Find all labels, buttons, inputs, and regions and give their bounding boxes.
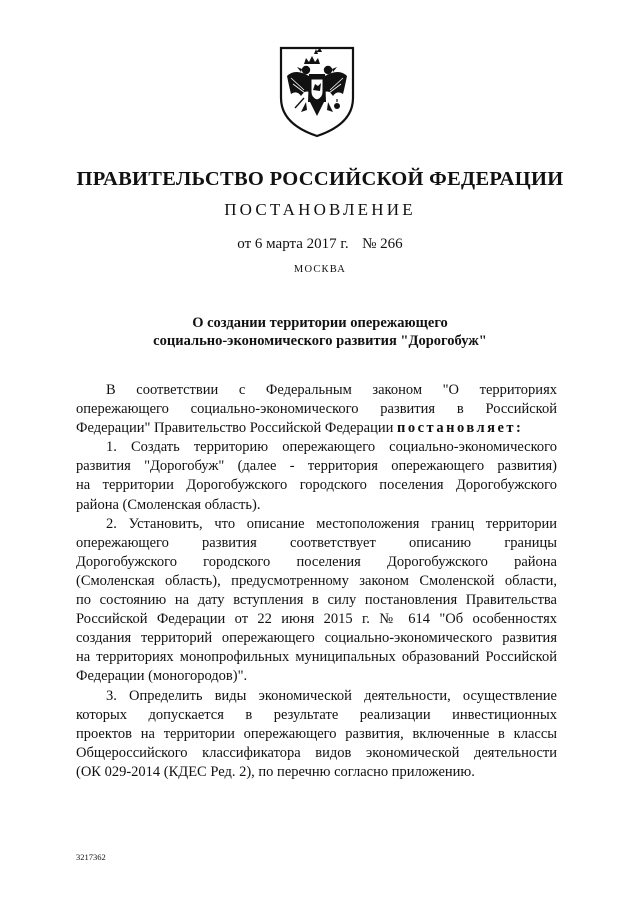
item2-line: на территориях монопрофильных муниципальных образований Российской	[76, 649, 557, 666]
item3-line: Общероссийского классификатора видов экономической деятельности	[76, 744, 557, 761]
item1-line: 1. Создать территорию опережающего социально-экономического	[106, 439, 557, 456]
item1-line: на территории Дорогобужского городского поселения Дорогобужского	[76, 477, 557, 494]
item2-line: создания территорий опережающего социально-экономического развития	[76, 630, 557, 647]
city-label: МОСКВА	[293, 264, 347, 275]
decree-date: от 6 марта 2017 г.	[237, 236, 349, 252]
document-code: 3217362	[76, 852, 106, 862]
item3-line: (ОК 029-2014 (КДЕС Ред. 2), по перечню согласно приложению.	[76, 763, 475, 780]
item2-line: 2. Установить, что описание местоположения границ территории	[106, 515, 557, 532]
item2-line: (Смоленская область), предусмотренному законом Смоленской области,	[76, 572, 557, 589]
document-type: ПОСТАНОВЛЕНИЕ	[224, 200, 416, 219]
item2-line: Российской Федерации от 22 июня 2015 г. № 614 "Об особенностях	[76, 611, 557, 628]
item3-line: которых допускается в результате реализации инвестиционных	[76, 706, 557, 723]
item2-line: по состоянию на дату вступления в силу постановления Правительства	[76, 592, 557, 609]
item2-line: опережающего развития соответствует описанию границы	[76, 534, 557, 551]
preamble-line: опережающего социально-экономического развития в Российской	[76, 401, 557, 418]
preamble-text: Федерации" Правительство Российской Федерации	[76, 420, 397, 437]
item1-line: развития "Дорогобуж" (далее - территория опережающего развития)	[76, 458, 557, 475]
decree-date-number	[0, 236, 640, 253]
item3-line: 3. Определить виды экономической деятельности, осуществление	[106, 687, 557, 704]
item1-line: района (Смоленская область).	[76, 496, 261, 513]
item3-line: проектов на территории опережающего развития, включенные в классы	[76, 725, 557, 742]
heading-line: социально-экономического развития "Дорогобуж"	[153, 333, 487, 349]
document-heading	[0, 314, 640, 350]
government-title: ПРАВИТЕЛЬСТВО РОССИЙСКОЙ ФЕДЕРАЦИИ	[76, 168, 564, 190]
preamble-line	[76, 419, 557, 438]
preamble-line: В соответствии с Федеральным законом "О территориях	[106, 382, 557, 398]
item2-line: Дорогобужского городского поселения Дорогобужского района	[76, 553, 557, 570]
coat-of-arms-icon	[277, 46, 357, 138]
decrees-word: постановляет:	[397, 420, 524, 437]
item2-line: Федерации (моногородов)".	[76, 668, 248, 685]
heading-line: О создании территории опережающего	[192, 315, 448, 331]
document-body	[76, 381, 557, 782]
decree-number: № 266	[362, 236, 403, 252]
